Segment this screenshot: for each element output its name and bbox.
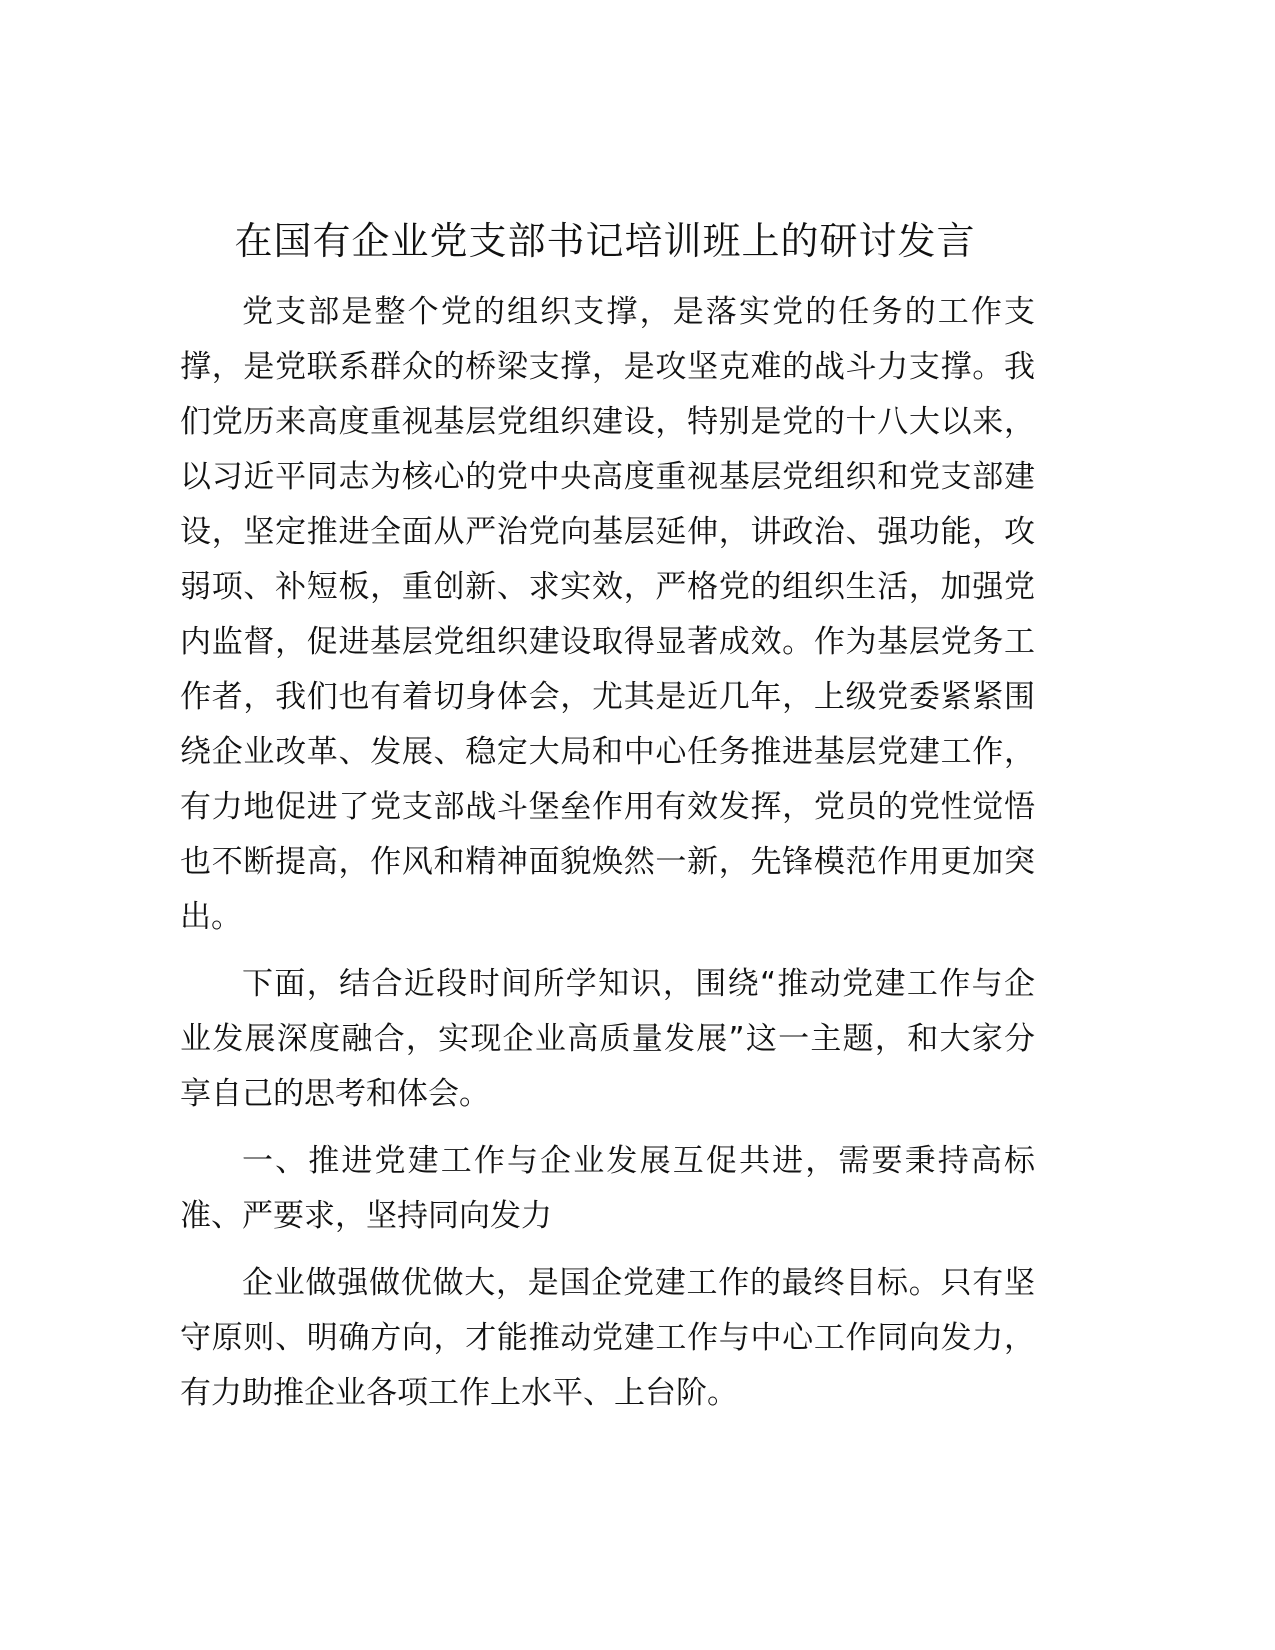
paragraph: [180, 1134, 1035, 1244]
paragraph: [180, 285, 1035, 945]
paragraph-line: 设，坚定推进全面从严治党向基层延伸，讲政治、强功能，攻: [180, 514, 1035, 550]
paragraph-line: 一、推进党建工作与企业发展互促共进，需要秉持高标: [242, 1143, 1035, 1179]
paragraph-line: 守原则、明确方向，才能推动党建工作与中心工作同向发力，: [180, 1320, 1035, 1356]
document-body: [180, 285, 1035, 1433]
paragraph: [180, 1256, 1035, 1421]
paragraph-line: 弱项、补短板，重创新、求实效，严格党的组织生活，加强党: [180, 569, 1035, 605]
paragraph-line: 下面，结合近段时间所学知识，围绕“推动党建工作与企: [242, 966, 1035, 1002]
paragraph-line: 也不断提高，作风和精神面貌焕然一新，先锋模范作用更加突: [180, 844, 1035, 880]
paragraph-line: 撑，是党联系群众的桥梁支撑，是攻坚克难的战斗力支撑。我: [180, 349, 1035, 385]
paragraph-line: 出。: [180, 899, 242, 935]
paragraph-line: 绕企业改革、发展、稳定大局和中心任务推进基层党建工作，: [180, 734, 1035, 770]
paragraph-line: 有力助推企业各项工作上水平、上台阶。: [180, 1375, 738, 1411]
paragraph-line: 们党历来高度重视基层党组织建设，特别是党的十八大以来，: [180, 404, 1035, 440]
paragraph-line: 有力地促进了党支部战斗堡垒作用有效发挥，党员的党性觉悟: [180, 789, 1035, 825]
paragraph-line: 内监督，促进基层党组织建设取得显著成效。作为基层党务工: [180, 624, 1035, 660]
paragraph-line: 企业做强做优做大，是国企党建工作的最终目标。只有坚: [242, 1265, 1035, 1301]
paragraph-line: 业发展深度融合，实现企业高质量发展”这一主题，和大家分: [180, 1021, 1035, 1057]
paragraph-line: 准、严要求，坚持同向发力: [180, 1198, 552, 1234]
paragraph-line: 作者，我们也有着切身体会，尤其是近几年，上级党委紧紧围: [180, 679, 1035, 715]
paragraph: [180, 957, 1035, 1122]
paragraph-line: 享自己的思考和体会。: [180, 1076, 490, 1112]
paragraph-line: 党支部是整个党的组织支撑，是落实党的任务的工作支: [242, 294, 1035, 330]
document-title: 在国有企业党支部书记培训班上的研讨发言: [234, 219, 976, 263]
paragraph-line: 以习近平同志为核心的党中央高度重视基层党组织和党支部建: [180, 459, 1035, 495]
